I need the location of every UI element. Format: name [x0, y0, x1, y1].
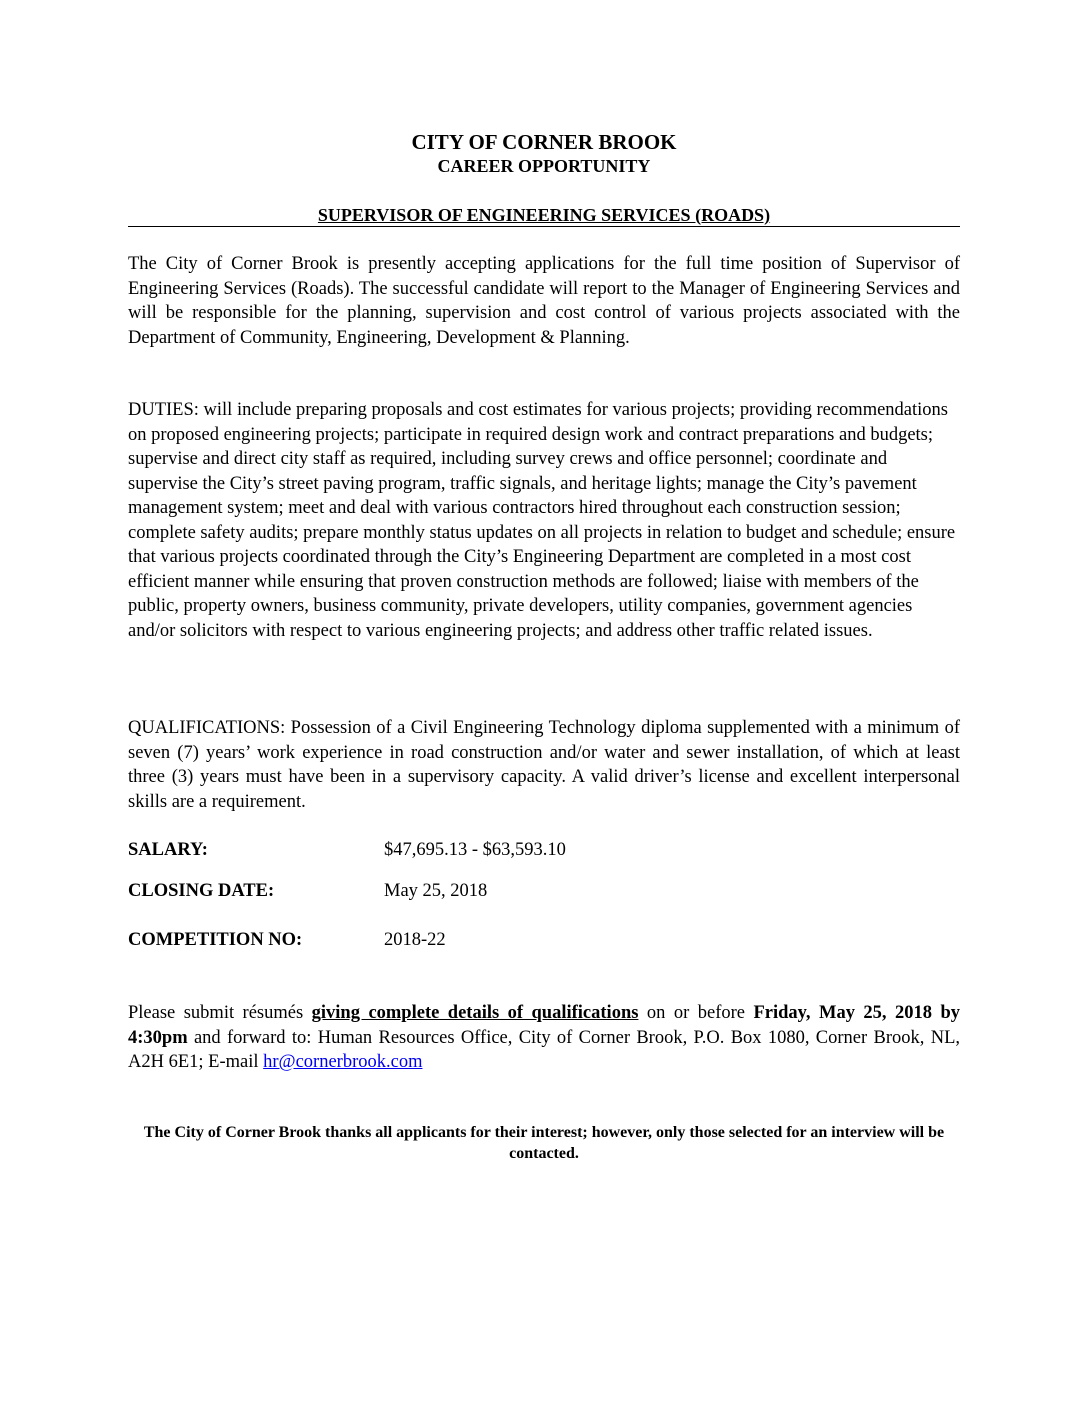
closing-date-value: May 25, 2018 [384, 881, 488, 901]
email-link[interactable]: hr@cornerbrook.com [263, 1052, 423, 1072]
submission-text-2: on or before [638, 1003, 754, 1023]
competition-value: 2018-22 [384, 930, 446, 950]
posting-subtitle: CAREER OPPORTUNITY [437, 156, 651, 176]
salary-value: $47,695.13 - $63,593.10 [384, 840, 566, 860]
salary-label: SALARY: [128, 840, 208, 860]
qualifications-paragraph: QUALIFICATIONS: Possession of a Civil Engineering Technology diploma supplemented with a minimum of seven (7) years’ work experience in road construction and/or water and sewer installation, of which at least three (3) years must have been in a supervisory capacity. A valid driver’s license and excellent interpersonal skills are a requirement. [128, 718, 960, 812]
submission-emphasis: giving complete details of qualifications [311, 1003, 639, 1023]
closing-date-label: CLOSING DATE: [128, 881, 275, 901]
duties-paragraph: DUTIES: will include preparing proposals and cost estimates for various projects; providing recommendations on proposed engineering projects; participate in required design work and contract preparations and budgets; supervise and direct city staff as required, including survey crews and office personnel; coordinate and supervise the City’s street paving program, traffic signals, and heritage lights; manage the City’s pavement management system; meet and deal with various contractors hired throughout each construction session; complete safety audits; prepare monthly status updates on all projects in relation to budget and schedule; ensure that various projects coordinated through the City’s Engineering Department are completed in a most cost efficient manner while ensuring that proven construction methods are followed; liaise with members of the public, property owners, business community, private developers, utility companies, government agencies and/or solicitors with respect to various engineering projects; and address other traffic related issues. [128, 400, 956, 641]
title-divider [128, 226, 960, 227]
submission-text-1: Please submit résumés [128, 1003, 312, 1023]
footer-notice: The City of Corner Brook thanks all applicants for their interest; however, only those selected for an interview will be contacted. [143, 1124, 945, 1162]
submission-deadline: Friday, May 25, 2018 by 4:30pm [128, 1003, 961, 1048]
organization-title: CITY OF CORNER BROOK [411, 130, 677, 154]
intro-paragraph: The City of Corner Brook is presently accepting applications for the full time position of Supervisor of Engineering Services (Roads). The successful candidate will report to the Manager of Engineering Services and will be responsible for the planning, supervision and cost control of various projects associated with the Department of Community, Engineering, Development & Planning. [128, 254, 960, 348]
submission-paragraph [128, 1001, 960, 1075]
job-title: SUPERVISOR OF ENGINEERING SERVICES (ROADS) [317, 205, 771, 225]
competition-label: COMPETITION NO: [128, 930, 303, 950]
submission-text-3: and forward to: Human Resources Office, City of Corner Brook, P.O. Box 1080, Corner Brook, NL, A2H 6E1; E-mail [128, 1027, 960, 1072]
